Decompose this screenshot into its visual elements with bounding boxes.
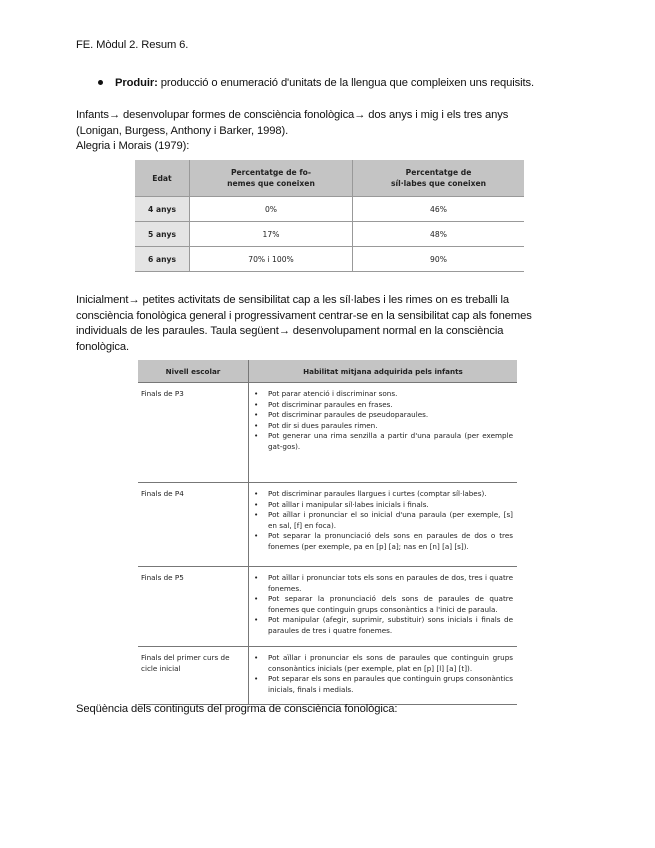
skill-item: • Pot aïllar i pronunciar tots els sons en paraules de dos, tres i quatre fonemes. — [268, 573, 513, 594]
table-row — [135, 222, 524, 247]
para2-line3: individuals de les paraules. Taula següent→ desenvolupament normal en la consciència — [76, 325, 504, 337]
para1-line3: Alegria i Morais (1979): — [76, 140, 190, 152]
cell-edat: 6 anys — [135, 247, 190, 272]
bullet-icon — [98, 80, 103, 85]
table-row — [138, 483, 517, 567]
skill-item: • Pot separar la pronunciació dels sons en paraules de dos o tres fonemes (per exemple, pa en [p] [a]; nas en [n] [a] [s]). — [268, 531, 513, 552]
skill-item: • Pot discriminar paraules en frases. — [268, 400, 513, 411]
document-header: FE. Mòdul 2. Resum 6. — [76, 39, 189, 51]
paragraph-inicialment — [76, 293, 576, 355]
cell-skills — [249, 483, 518, 567]
table-row — [138, 383, 517, 483]
cell-edat: 5 anys — [135, 222, 190, 247]
skill-item: • Pot dir si dues paraules rimen. — [268, 421, 513, 432]
skill-item: • Pot aïllar i pronunciar el so inicial d'una paraula (per exemple, [s] en sal, [f] en foca). — [268, 510, 513, 531]
para2-line4: fonològica. — [76, 340, 130, 353]
cell-fonemes: 70% i 100% — [190, 247, 353, 272]
paragraph-sequencia: Seqüència dels continguts del progrma de consciència fonològica: — [76, 703, 398, 715]
skills-table — [138, 360, 517, 705]
header-edat: Edat — [135, 160, 190, 197]
table-row — [138, 567, 517, 647]
skill-item: • Pot separar els sons en paraules que continguin grups consonàntics inicials, finals i medials. — [268, 674, 513, 695]
header-level: Nivell escolar — [138, 360, 249, 383]
table-row — [135, 247, 524, 272]
cell-sillabes: 90% — [353, 247, 525, 272]
cell-level: Finals de P5 — [138, 567, 249, 647]
cell-skills — [249, 567, 518, 647]
cell-fonemes: 0% — [190, 197, 353, 222]
para2-line1: Inicialment→ petites activitats de sensibilitat cap a les síl·labes i les rimes on es treballi la — [76, 294, 510, 306]
skill-item: • Pot aïllar i manipular síl·labes inicials i finals. — [268, 500, 513, 511]
cell-level: Finals de P3 — [138, 383, 249, 483]
header-sillabes: Percentatge de síl·labes que coneixen — [353, 160, 525, 197]
paragraph-infants — [76, 108, 576, 155]
cell-level: Finals del primer curs de cicle inicial — [138, 647, 249, 705]
skill-item: • Pot generar una rima senzilla a partir d'una paraula (per exemple gat-gos). — [268, 431, 513, 452]
cell-skills — [249, 383, 518, 483]
table-row — [138, 647, 517, 705]
header-skill: Habilitat mitjana adquirida pels infants — [249, 360, 518, 383]
skill-item: • Pot discriminar paraules llargues i curtes (comptar síl·labes). — [268, 489, 513, 500]
skill-item: • Pot discriminar paraules de pseudoparaules. — [268, 410, 513, 421]
skill-item: • Pot aïllar i pronunciar els sons de paraules que continguin grups consonàntics inicials (per exemple, plat en [p] [l] [a] [t]). — [268, 653, 513, 674]
cell-skills — [249, 647, 518, 705]
cell-sillabes: 46% — [353, 197, 525, 222]
header-fonemes: Percentatge de fo- nemes que coneixen — [190, 160, 353, 197]
cell-sillabes: 48% — [353, 222, 525, 247]
bullet-produir — [98, 76, 534, 92]
para2-line2: consciència fonològica general i progressivament centrar-se en la sensibilitat cap als fonemes — [76, 309, 532, 322]
table-header-row — [135, 160, 524, 197]
skill-item: • Pot manipular (afegir, suprimir, substituir) sons inicials i finals de paraules de tres i quatre fonemes. — [268, 615, 513, 636]
para1-line1: Infants→ desenvolupar formes de consciència fonològica→ dos anys i mig i els tres anys — [76, 109, 509, 121]
bullet-text: producció o enumeració d'unitats de la llengua que compleixen uns requisits. — [157, 77, 535, 89]
cell-level: Finals de P4 — [138, 483, 249, 567]
skill-item: • Pot parar atenció i discriminar sons. — [268, 389, 513, 400]
percentage-table — [135, 160, 524, 272]
cell-fonemes: 17% — [190, 222, 353, 247]
table-header-row — [138, 360, 517, 383]
para1-line2: (Lonigan, Burgess, Anthony i Barker, 1998). — [76, 124, 289, 137]
cell-edat: 4 anys — [135, 197, 190, 222]
skill-item: • Pot separar la pronunciació dels sons de paraules de quatre fonemes que continguin grups consonàntics a l'inici de paraula. — [268, 594, 513, 615]
bullet-term: Produir: — [115, 77, 158, 89]
table-row — [135, 197, 524, 222]
